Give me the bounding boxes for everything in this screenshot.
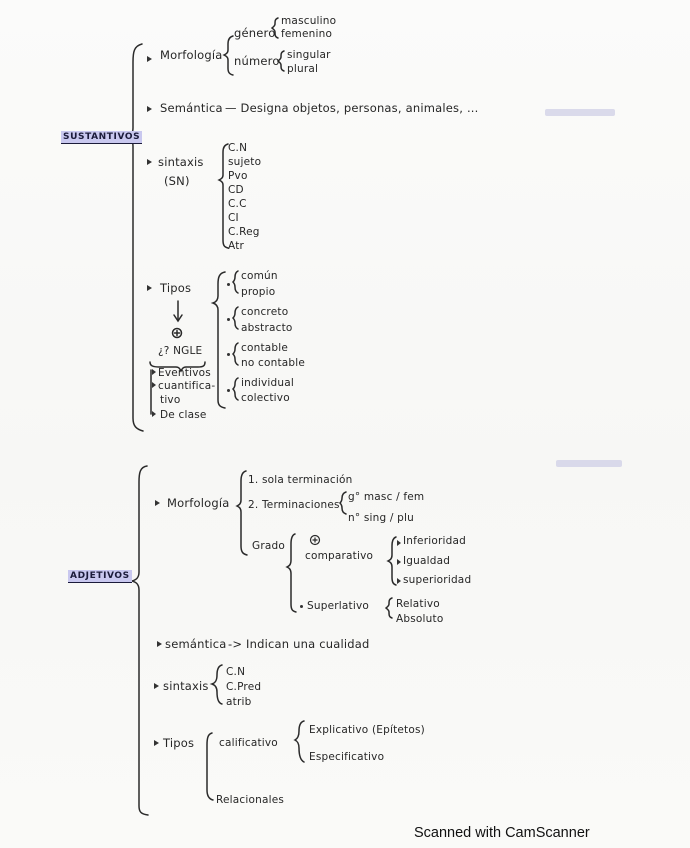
singular-label: singular [287,49,331,61]
sintaxis-item: CI [228,212,239,224]
comun-label: común [241,270,278,282]
ngle-item: Eventivos [158,367,211,379]
plural-label: plural [287,63,319,75]
semantica-label: Semántica [160,101,223,115]
camscanner-footer: Scanned with CamScanner [414,825,590,841]
especificativo-label: Especificativo [309,751,385,763]
bullet [227,389,230,392]
genero-label: género [234,26,276,40]
semantica-definition: — Designa objetos, personas, animales, ... [225,101,479,115]
bullet [227,318,230,321]
adj-sintaxis-item: C.Pred [226,681,262,693]
grado-label: Grado [252,540,285,552]
adj-sintaxis-label: sintaxis [163,679,209,693]
adj-morfologia-label: Morfología [167,496,230,510]
superioridad-label: superioridad [403,574,472,586]
adj-tipos-label: Tipos [163,736,195,750]
numero-label: número [234,54,280,68]
ngle-item: cuantifica- [158,380,216,392]
adj-sintaxis-item: atrib [226,696,252,708]
sintaxis-item: C.C [228,198,247,210]
superlativo-label: Superlativo [307,600,369,612]
sintaxis-item: CD [228,184,244,196]
dos-terminaciones-label: 2. Terminaciones [248,499,340,511]
sintaxis-item: C.Reg [228,226,260,238]
sn-label: (SN) [164,174,190,188]
adj-semantica-label: semántica [165,637,227,651]
concreto-label: concreto [241,306,289,318]
propio-label: propio [241,286,276,298]
igualdad-label: Igualdad [403,555,451,567]
adj-semantica-definition: -> Indican una cualidad [228,637,370,651]
inferioridad-label: Inferioridad [403,535,466,547]
sintaxis-item: sujeto [228,156,262,168]
relativo-label: Relativo [396,598,440,610]
abstracto-label: abstracto [241,322,293,334]
bullet [227,353,230,356]
genero-masc-fem-label: g° masc / fem [348,491,425,503]
adj-sintaxis-item: C.N [226,666,246,678]
sintaxis-item: C.N [228,142,248,154]
masculino-label: masculino [281,15,337,27]
contable-label: contable [241,342,289,354]
sintaxis-item: Atr [228,240,245,252]
una-terminacion-label: 1. sola terminación [248,474,353,486]
femenino-label: femenino [281,28,333,40]
bullet [227,283,230,286]
sintaxis-label: sintaxis [158,155,204,169]
brace-sustantivos [126,44,143,431]
individual-label: individual [241,377,294,389]
morfologia-label: Morfología [160,48,223,62]
ngle-item: tivo [160,394,181,406]
adjetivos-title: ADJETIVOS [70,571,130,581]
no-contable-label: no contable [241,357,306,369]
sintaxis-item: Pvo [228,170,248,182]
ngle-item: De clase [160,409,207,421]
bullet [300,605,303,608]
comparativo-label: comparativo [305,550,374,562]
calificativo-label: calificativo [219,737,278,749]
ngle-label: ¿? NGLE [158,345,203,357]
tipos-label: Tipos [160,281,192,295]
absoluto-label: Absoluto [396,613,444,625]
numero-sing-plu-label: n° sing / plu [348,512,414,524]
brace-sintaxis [219,144,228,248]
colectivo-label: colectivo [241,392,290,404]
brace-adjetivos [132,466,148,815]
sustantivos-title: SUSTANTIVOS [63,132,141,142]
relacionales-label: Relacionales [216,794,285,806]
explicativo-label: Explicativo (Epítetos) [309,724,425,736]
brace-morfologia [224,36,233,75]
